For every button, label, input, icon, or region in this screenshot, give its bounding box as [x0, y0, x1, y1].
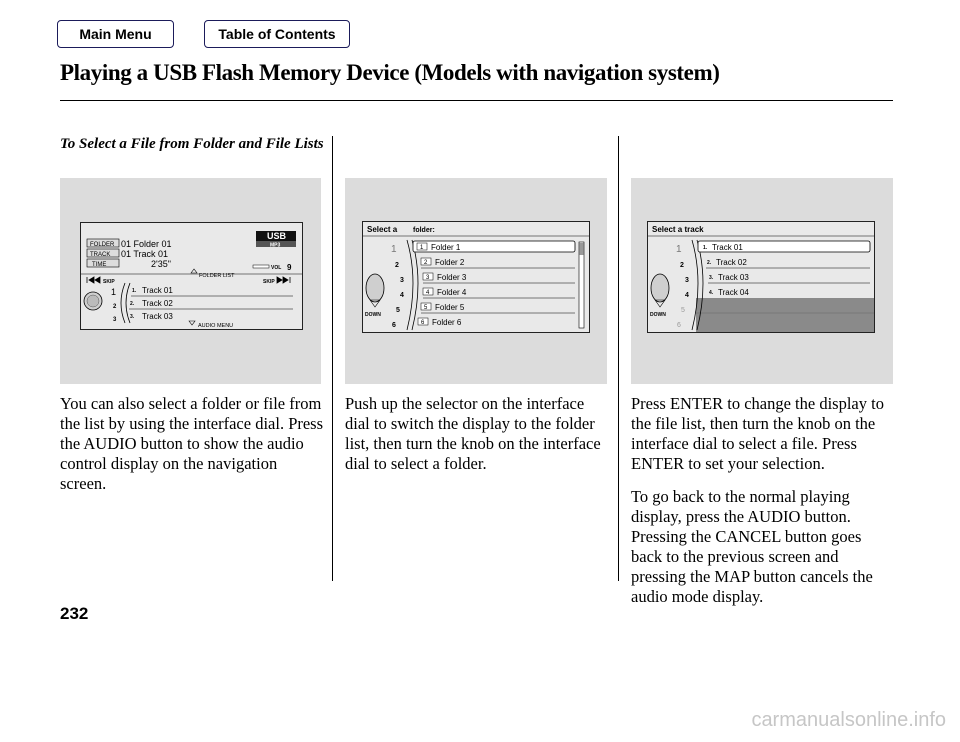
- track-item-number: 3.: [130, 314, 135, 320]
- column-1-text: [60, 394, 326, 507]
- folder-number: 4: [426, 290, 430, 296]
- preset-number: 2: [113, 304, 117, 310]
- folder-number: 3: [426, 275, 430, 281]
- preset-number: 5: [396, 307, 400, 314]
- folder-number: 2: [424, 260, 428, 266]
- audio-display-illustration: [60, 178, 321, 384]
- folder-value: 01 Folder 01: [121, 239, 172, 249]
- track-list-graphic: [648, 222, 874, 332]
- folder-label: FOLDER: [90, 242, 115, 248]
- scrollbar-thumb: [580, 243, 584, 255]
- down-arrow-icon: [189, 321, 195, 325]
- track-name: Track 02: [716, 258, 747, 267]
- track-item-name: Track 01: [142, 286, 173, 295]
- folder-row: [423, 288, 575, 298]
- track-item-number: 2.: [130, 301, 135, 307]
- track-row: [709, 288, 749, 297]
- track-item-name: Track 02: [142, 299, 173, 308]
- folder-name: Folder 1: [431, 243, 461, 252]
- audio-display-panel: [80, 222, 303, 330]
- audio-display-graphic: [81, 223, 302, 329]
- track-item-name: Track 03: [142, 312, 173, 321]
- preset-number: 3: [113, 317, 117, 323]
- paragraph: To go back to the normal playing display, press the AUDIO button. Pressing the CANCEL button goes back to the previous screen and pressing the MAP button cancels the audio mode display.: [631, 487, 873, 606]
- volume-bar: [253, 265, 269, 268]
- preset-number: 6: [677, 322, 681, 329]
- paragraph: You can also select a folder or file from the list by using the interface dial. Press the AUDIO button to show the audio control display on the navigation screen.: [60, 394, 324, 493]
- preset-number: 4: [685, 292, 689, 299]
- skip-back-label: SKIP: [103, 279, 115, 285]
- column-3-text: [631, 394, 895, 620]
- track-number: 1.: [703, 245, 708, 251]
- preset-number: 1: [111, 287, 117, 297]
- track-row: [706, 258, 870, 268]
- folder-name: Folder 5: [435, 303, 465, 312]
- preset-number: 4: [400, 292, 404, 299]
- volume-label: VOL: [271, 265, 282, 271]
- down-label: DOWN: [365, 312, 381, 318]
- list-arc: [121, 283, 125, 323]
- folder-list-graphic: [363, 222, 589, 332]
- skip-forward-icon: [277, 277, 290, 283]
- folder-name: Folder 6: [432, 318, 462, 327]
- track-name: Track 03: [718, 273, 749, 282]
- table-of-contents-button[interactable]: Table of Contents: [204, 20, 350, 48]
- title-rule: [60, 100, 893, 101]
- folder-list-label: FOLDER LIST: [199, 273, 235, 279]
- track-name: Track 01: [712, 243, 743, 252]
- folder-row: [423, 273, 575, 283]
- folder-row: [421, 258, 575, 268]
- watermark: carmanualsonline.info: [751, 709, 946, 731]
- track-name: Track 04: [718, 288, 749, 297]
- track-number: 3.: [709, 275, 714, 281]
- page-title: Playing a USB Flash Memory Device (Models with navigation system): [60, 60, 720, 85]
- interface-knob-inner: [87, 295, 99, 307]
- preset-number: 1: [391, 244, 397, 255]
- column-divider-2: [618, 136, 619, 581]
- folder-list-panel: [362, 221, 590, 333]
- preset-number: 1: [676, 244, 682, 255]
- empty-list-area: [696, 298, 874, 332]
- format-badge: MP3: [270, 242, 281, 249]
- time-value: 2'35": [151, 259, 171, 269]
- usb-badge: USB: [267, 231, 287, 241]
- folder-number: 6: [421, 320, 425, 326]
- folder-row: [418, 318, 462, 327]
- folder-number: 1: [420, 245, 424, 251]
- track-row: [708, 273, 870, 283]
- preset-number: 3: [685, 277, 689, 284]
- track-value: 01 Track 01: [121, 249, 169, 259]
- select-folder-header: Select a: [367, 225, 398, 234]
- folder-name: Folder 4: [437, 288, 467, 297]
- column-2-text: [345, 394, 609, 487]
- audio-menu-label: AUDIO MENU: [198, 323, 234, 329]
- section-heading: To Select a File from Folder and File Lists: [60, 136, 324, 152]
- interface-knob-icon: [651, 274, 669, 302]
- folder-number: 5: [424, 305, 428, 311]
- select-track-header: Select a track: [652, 225, 704, 234]
- track-label: TRACK: [90, 252, 111, 258]
- folder-row: [421, 303, 575, 313]
- select-folder-header-suffix: folder:: [413, 227, 435, 234]
- down-label: DOWN: [650, 312, 666, 318]
- folder-name: Folder 3: [437, 273, 467, 282]
- list-arc: [407, 240, 413, 330]
- main-menu-button[interactable]: Main Menu: [57, 20, 174, 48]
- skip-forward-label: SKIP: [263, 279, 275, 285]
- preset-number: 2: [680, 262, 684, 269]
- preset-number: 2: [395, 262, 399, 269]
- volume-value: 9: [287, 263, 292, 272]
- track-number: 2.: [707, 260, 712, 266]
- track-list-illustration: [631, 178, 893, 384]
- preset-number: 5: [681, 307, 685, 314]
- column-divider-1: [332, 136, 333, 581]
- preset-number: 6: [392, 322, 396, 329]
- time-label: TIME: [92, 262, 107, 268]
- paragraph: Press ENTER to change the display to the file list, then turn the knob on the interface dial to select a file. Press ENTER to set your selection.: [631, 394, 884, 473]
- page-number: 232: [60, 604, 89, 623]
- folder-list-illustration: [345, 178, 607, 384]
- track-number: 4.: [709, 290, 714, 296]
- track-list-panel: [647, 221, 875, 333]
- track-item-number: 1.: [132, 288, 137, 294]
- interface-knob-icon: [366, 274, 384, 302]
- preset-number: 3: [400, 277, 404, 284]
- skip-back-icon: [87, 277, 100, 283]
- up-arrow-icon: [191, 269, 197, 273]
- paragraph: Push up the selector on the interface dial to switch the display to the folder list, then turn the knob on the interface dial to select a folder.: [345, 394, 601, 473]
- folder-name: Folder 2: [435, 258, 465, 267]
